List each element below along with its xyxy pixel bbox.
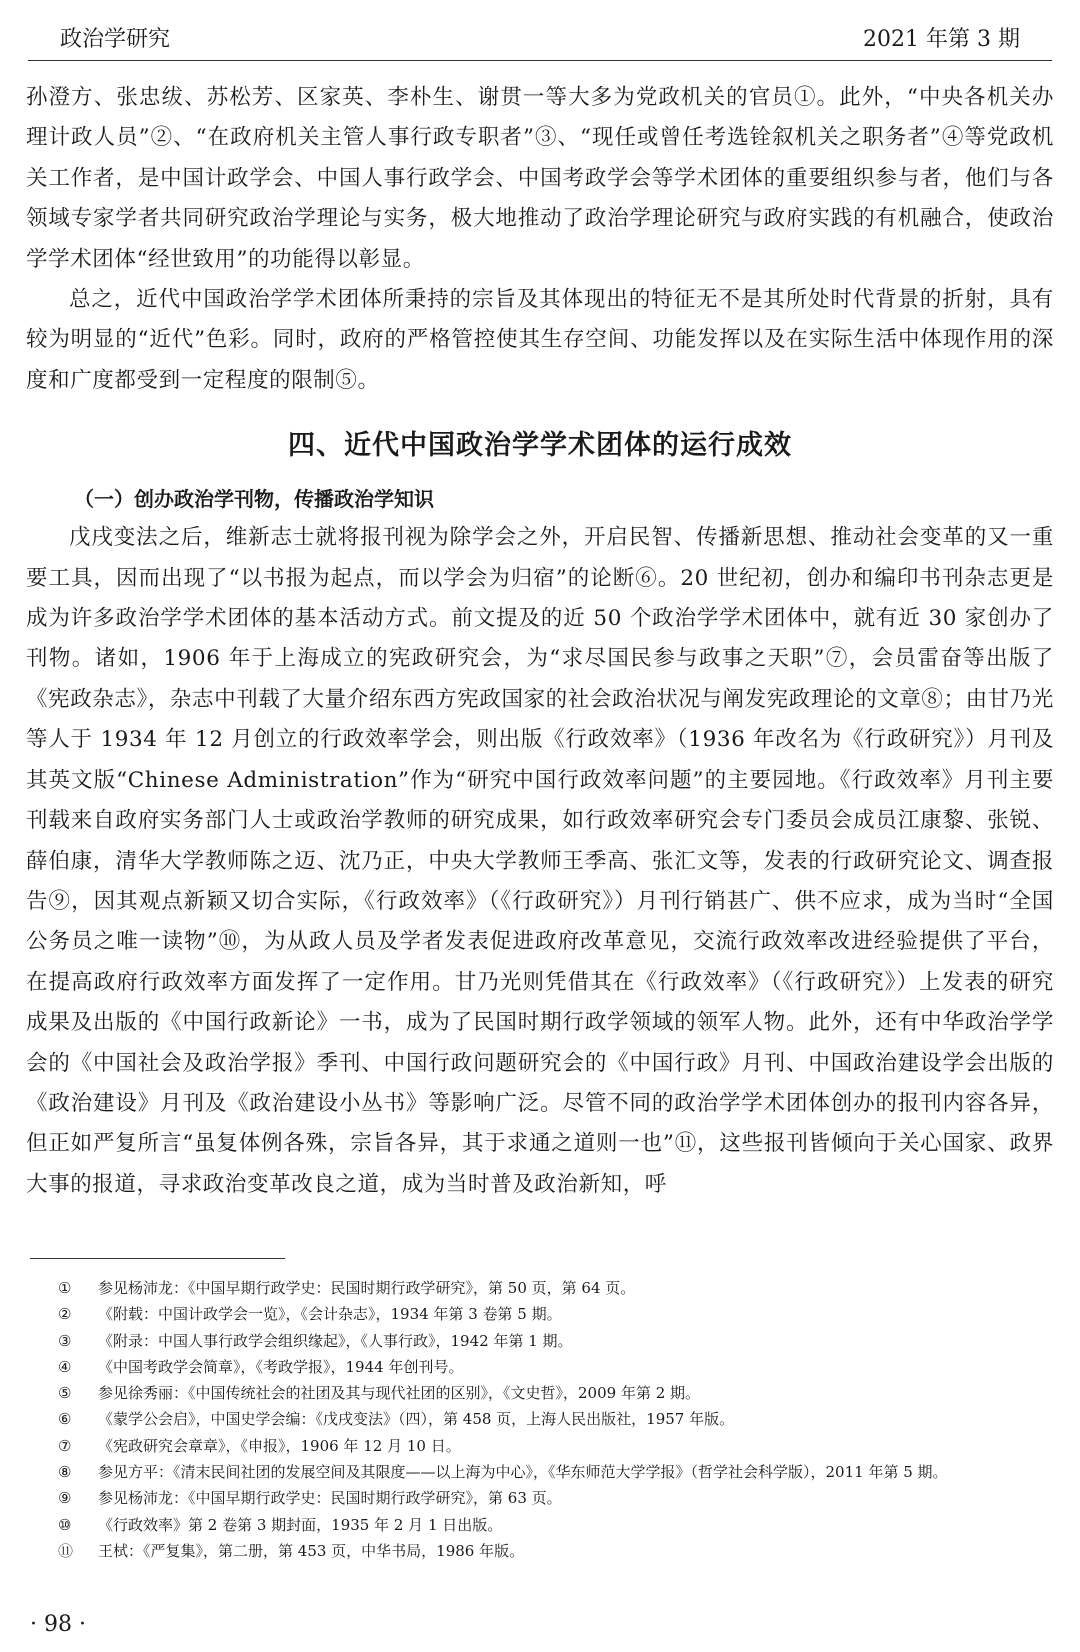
- footnote-9: [58, 1485, 1050, 1511]
- footnote-3: [58, 1328, 1050, 1354]
- footnote-text: 《附载：中国计政学会一览》，《会计杂志》，1934 年第 3 卷第 5 期。: [98, 1305, 562, 1324]
- page-number: · 98 ·: [30, 1612, 86, 1637]
- main-content: [26, 78, 1054, 1205]
- footnote-4: [58, 1354, 1050, 1380]
- subsection-title: （一）创办政治学刊物，传播政治学知识: [74, 487, 434, 512]
- footnote-text: 参见杨沛龙：《中国早期行政学史：民国时期行政学研究》，第 63 页。: [98, 1489, 562, 1508]
- footnote-mark: ⑨: [58, 1489, 72, 1508]
- footnote-mark: ⑤: [58, 1384, 72, 1403]
- footnote-mark: ④: [58, 1357, 72, 1376]
- journal-name: 政治学研究: [60, 26, 171, 52]
- footnote-text: 王栻：《严复集》，第二册，第 453 页，中华书局，1986 年版。: [98, 1541, 525, 1560]
- page-header: [60, 20, 1020, 54]
- footnote-text: 参见徐秀丽：《中国传统社会的社团及其与现代社团的区别》，《文史哲》，2009 年第 2 期。: [98, 1384, 701, 1403]
- section-title: 四、近代中国政治学学术团体的运行成效: [288, 430, 792, 462]
- footnote-7: [58, 1433, 1050, 1459]
- paragraph-3: 戊戌变法之后，维新志士就将报刊视为除学会之外，开启民智、传播新思想、推动社会变革的又一重要工具，因而出现了“以书报为起点，而以学会为归宿”的论断⑥。20 世纪初，创办和编印书刊杂志更是成为许多政治学学术团体的基本活动方式。前文提及的近 50 个政治学学术团体中，就有近 30 家创办了刊物。诸如，1906 年于上海成立的宪政研究会，为“求尽国民参与政事之天职”⑦，会员雷奋等出版了《宪政杂志》，杂志中刊载了大量介绍东西方宪政国家的社会政治状况与阐发宪政理论的文章⑧；由甘乃光等人于 1934 年 12 月创立的行政效率学会，则出版《行政效率》（1936 年改名为《行政研究》）月刊及其英文版“Chinese Administration”作为“研究中国行政效率问题”的主要园地。《行政效率》月刊主要刊载来自政府实务部门人士或政治学教师的研究成果，如行政效率研究会专门委员会成员江康黎、张锐、薛伯康，清华大学教师陈之迈、沈乃正，中央大学教师王季高、张汇文等，发表的行政研究论文、调查报告⑨，因其观点新颖又切合实际，《行政效率》（《行政研究》）月刊行销甚广、供不应求，成为当时“全国公务员之唯一读物”⑩，为从政人员及学者发表促进政府改革意见，交流行政效率改进经验提供了平台，在提高政府行政效率方面发挥了一定作用。甘乃光则凭借其在《行政效率》（《行政研究》）上发表的研究成果及出版的《中国行政新论》一书，成为了民国时期行政学领域的领军人物。此外，还有中华政治学学会的《中国社会及政治学报》季刊、中国行政问题研究会的《中国行政》月刊、中国政治建设学会出版的《政治建设》月刊及《政治建设小丛书》等影响广泛。尽管不同的政治学学术团体创办的报刊内容各异，但正如严复所言“虽复体例各殊，宗旨各异，其于求通之道则一也”⑪，这些报刊皆倾向于关心国家、政界大事的报道，寻求政治变革改良之道，成为当时普及政治新知，呼: [26, 525, 1054, 1197]
- footnote-10: [58, 1512, 1050, 1538]
- footnote-5: [58, 1380, 1050, 1406]
- issue-label: 2021 年第 3 期: [863, 26, 1020, 52]
- footnotes: [58, 1275, 1050, 1564]
- footnote-text: 参见杨沛龙：《中国早期行政学史：民国时期行政学研究》，第 50 页，第 64 页。: [98, 1279, 636, 1297]
- header-divider: [28, 60, 1052, 61]
- paragraph-1: 孙澄方、张忠绂、苏松芳、区家英、李朴生、谢贯一等大多为党政机关的官员①。此外，“中央各机关办理计政人员”②、“在政府机关主管人事行政专职者”③、“现任或曾任考选铨叙机关之职务者”④等党政机关工作者，是中国计政学会、中国人事行政学会、中国考政学会等学术团体的重要组织参与者，他们与各领域专家学者共同研究政治学理论与实务，极大地推动了政治学理论研究与政府实践的有机融合，使政治学学术团体“经世致用”的功能得以彰显。: [26, 85, 1054, 272]
- footnote-text: 《宪政研究会章章》，《申报》，1906 年 12 月 10 日。: [98, 1436, 461, 1455]
- footnote-text: 参见方平：《清末民间社团的发展空间及其限度——以上海为中心》，《华东师范大学学报》（哲学社会科学版），2011 年第 5 期。: [98, 1463, 948, 1482]
- footnote-text: 《中国考政学会简章》，《考政学报》，1944 年创刊号。: [98, 1357, 464, 1376]
- footnote-11: [58, 1538, 1050, 1564]
- footnote-8: [58, 1459, 1050, 1485]
- footnote-mark: ②: [58, 1305, 72, 1324]
- footnote-mark: ⑪: [58, 1541, 74, 1560]
- footnote-mark: ⑩: [58, 1515, 72, 1534]
- footnote-mark: ⑦: [58, 1436, 72, 1455]
- footnote-text: 《附录：中国人事行政学会组织缘起》，《人事行政》，1942 年第 1 期。: [98, 1331, 573, 1350]
- footnote-mark: ①: [58, 1279, 72, 1297]
- footnote-1: [58, 1275, 1050, 1301]
- footnote-mark: ⑥: [58, 1410, 72, 1429]
- footnote-text: 《行政效率》第 2 卷第 3 期封面，1935 年 2 月 1 日出版。: [98, 1515, 503, 1534]
- footnote-6: [58, 1406, 1050, 1432]
- footnote-text: 《蒙学公会启》，中国史学会编：《戊戌变法》（四），第 458 页，上海人民出版社，1957 年版。: [98, 1410, 735, 1429]
- footnote-mark: ⑧: [58, 1463, 72, 1482]
- footnote-2: [58, 1301, 1050, 1327]
- footnote-divider: [30, 1258, 285, 1259]
- footnote-mark: ③: [58, 1331, 72, 1350]
- paragraph-2: 总之，近代中国政治学学术团体所秉持的宗旨及其体现出的特征无不是其所处时代背景的折射，具有较为明显的“近代”色彩。同时，政府的严格管控使其生存空间、功能发挥以及在实际生活中体现作用的深度和广度都受到一定程度的限制⑤。: [26, 287, 1054, 393]
